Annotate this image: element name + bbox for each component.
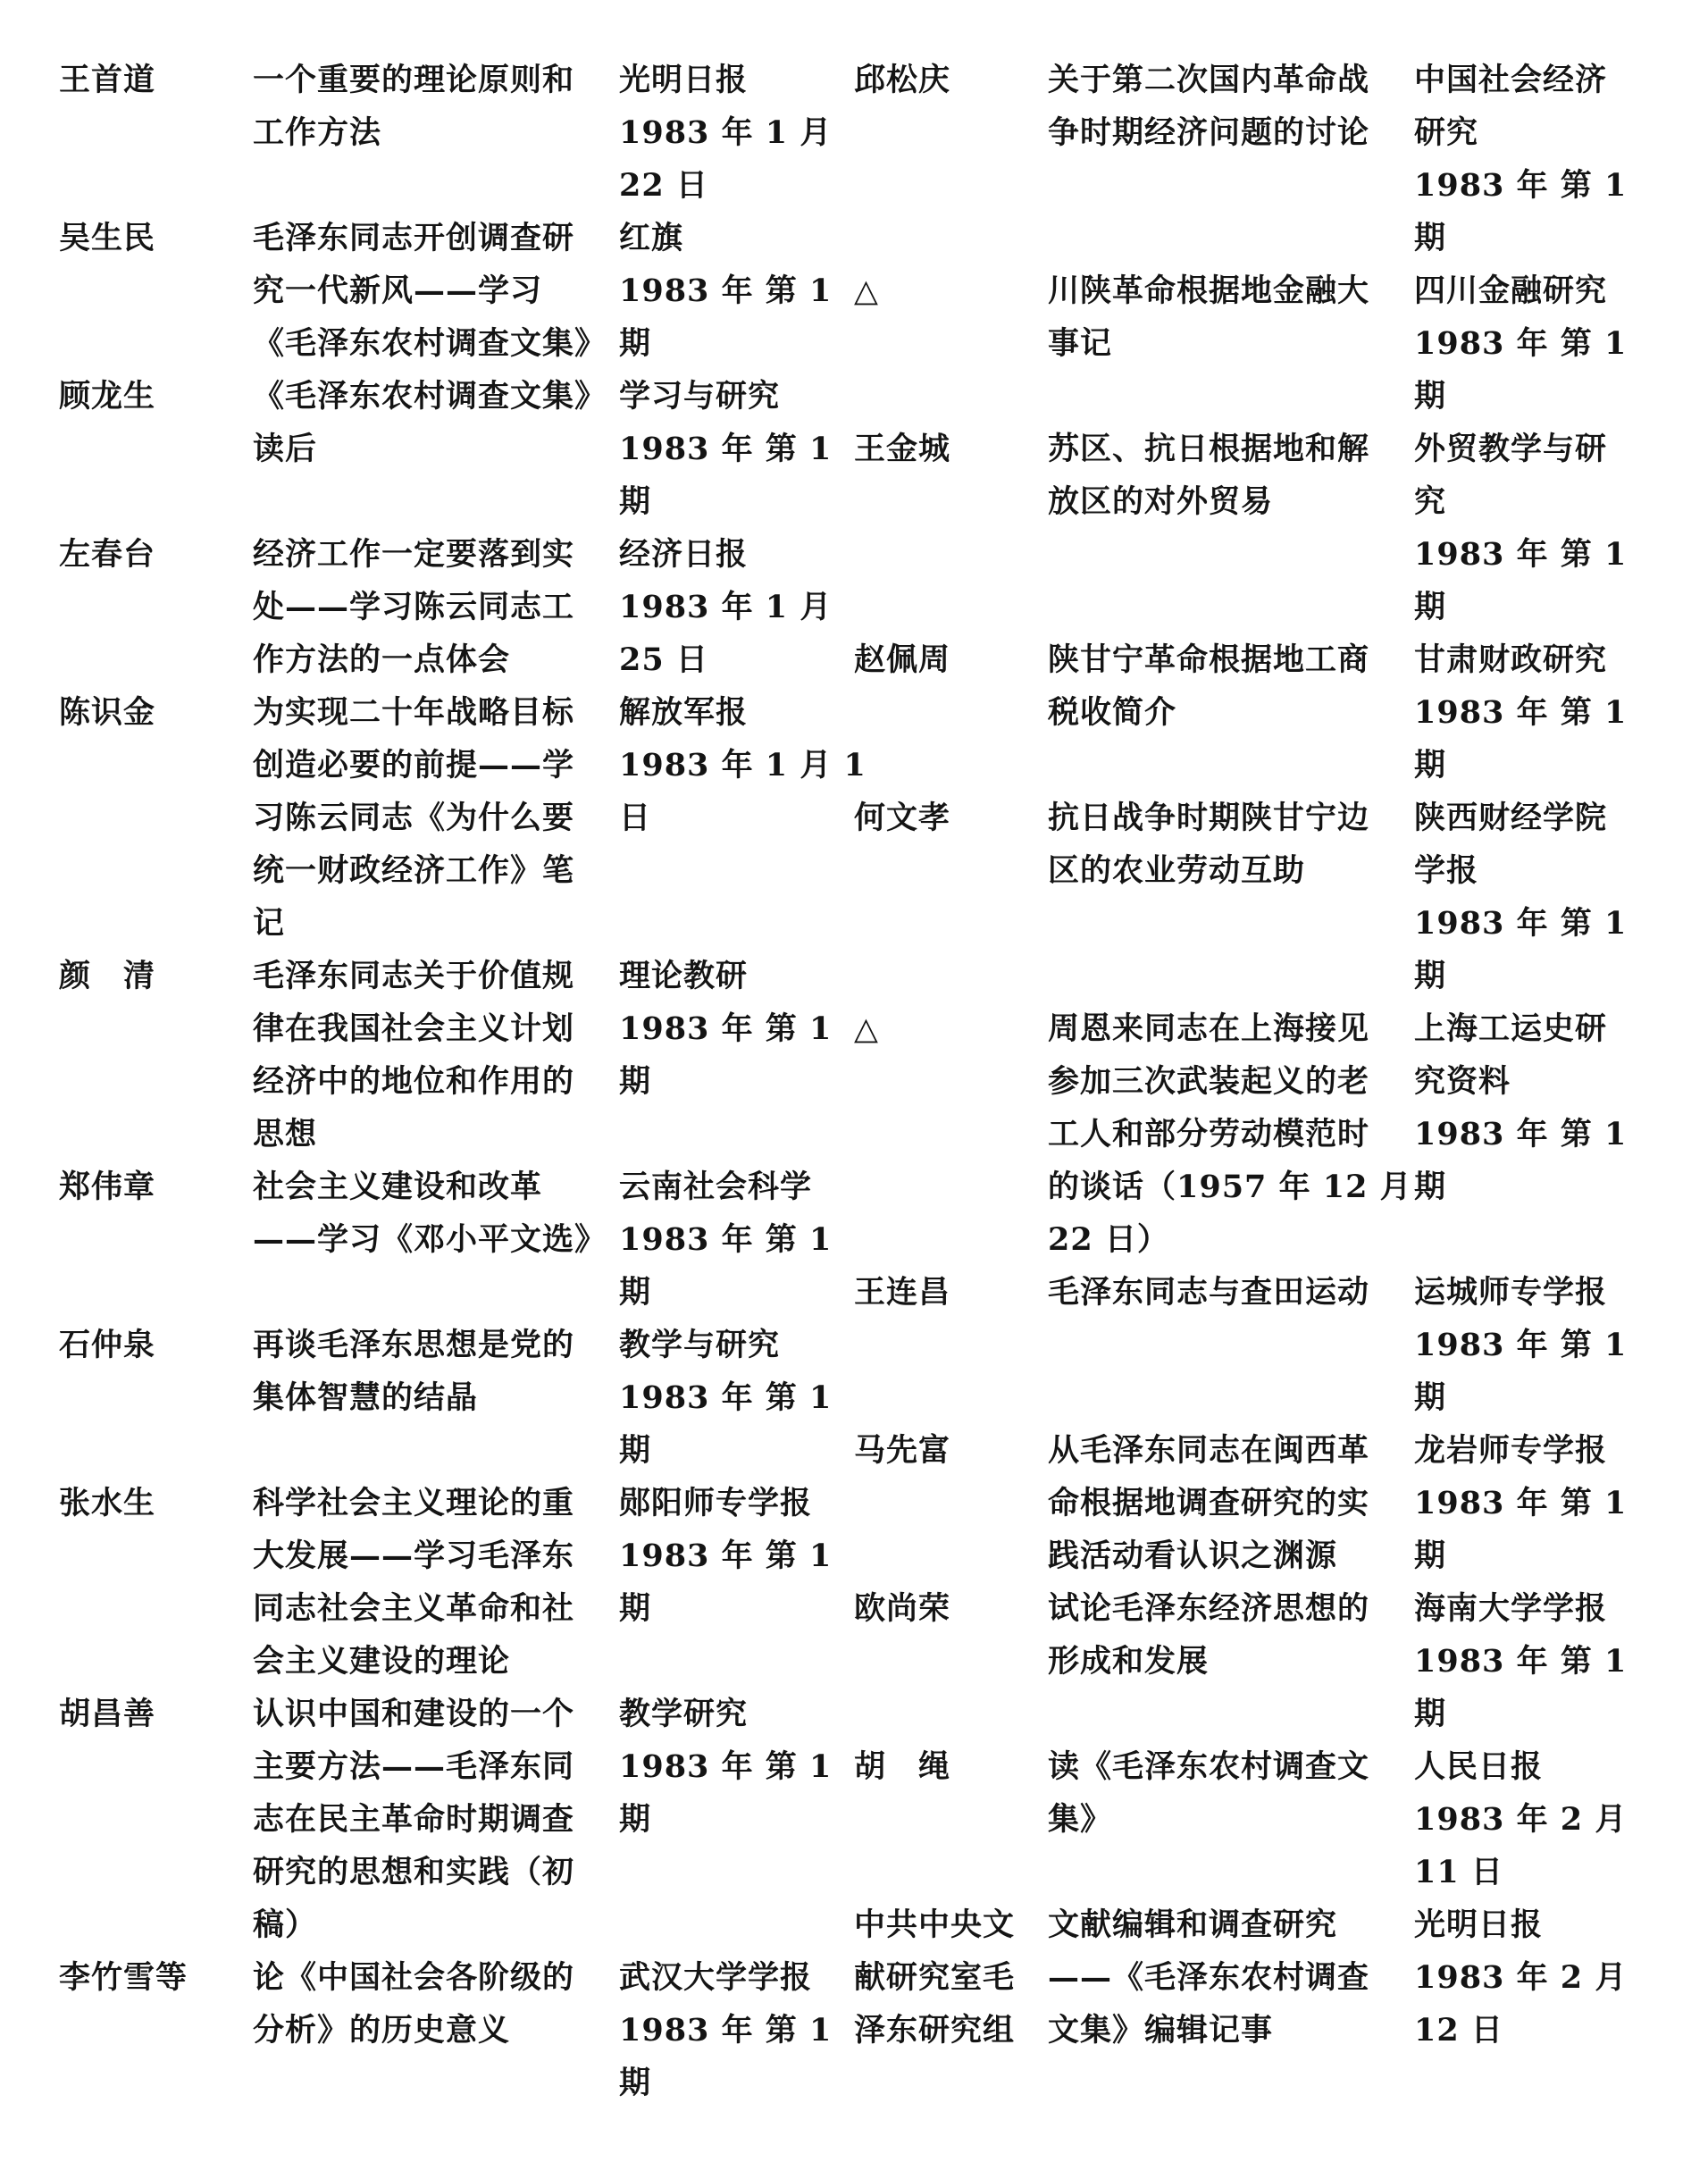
entry-source [1414,1898,1678,2057]
entry-title-line: 抗日战争时期陕甘宁边 [1048,800,1370,836]
entry-source-line: 教学研究 [619,1696,749,1732]
entry-source-line: 25 日 [619,641,708,678]
left-column [52,54,867,2109]
entry-source-line: 外贸教学与研 [1414,431,1608,467]
entry-source-line: 1983 年 第 1 [1414,1116,1628,1152]
entry-source-line: 甘肃财政研究 [1414,641,1608,678]
entry-author: 吴生民 [59,220,156,256]
entry-title [253,54,619,212]
entry-title-line: 参加三次武装起义的老 [1048,1063,1370,1100]
entry-source-line: 期 [1414,220,1447,256]
entry-author: 左春台 [59,536,156,573]
entry-source-line: 期 [1414,958,1447,994]
bibliography-entry [52,1161,847,1319]
entry-title-line: 毛泽东同志与查田运动 [1048,1274,1370,1311]
entry-title [253,1688,619,1951]
entry-title-line: ——学习《邓小平文选》 [253,1221,607,1258]
entry-source-line: 究资料 [1414,1063,1511,1100]
entry-title [1048,1002,1414,1266]
entry-source-line: 光明日报 [1414,1906,1544,1943]
entry-author: 郑伟章 [59,1169,156,1205]
entry-title-line: 践活动看认识之渊源 [1048,1538,1338,1574]
entry-source-line: 学习与研究 [619,378,781,415]
entry-author: △ [854,1010,879,1047]
entry-title-line: 再谈毛泽东思想是党的 [253,1327,575,1363]
entry-source-line: 红旗 [619,220,684,256]
entry-title-line: 关于第二次国内革命战 [1048,62,1370,98]
entry-title [253,1319,619,1477]
entry-source-line: 期 [619,1063,652,1100]
entry-title-line: 22 日） [1048,1221,1169,1258]
entry-source-line: 究 [1414,483,1447,520]
entry-source-line: 四川金融研究 [1414,272,1608,309]
entry-source-line: 1983 年 1 月 1 [619,747,867,784]
entry-source [1414,792,1678,1002]
entry-source-line: 1983 年 第 1 [619,272,833,309]
entry-title-line: 科学社会主义理论的重 [253,1485,575,1521]
entry-title [253,1951,619,2109]
bibliography-entry [847,792,1678,1002]
entry-source-line: 期 [1414,1169,1447,1205]
entry-source-line: 1983 年 第 1 [619,2012,833,2049]
entry-title [1048,423,1414,633]
entry-author-line: 泽东研究组 [854,2012,1016,2049]
entry-title-line: 毛泽东同志开创调查研 [253,220,575,256]
entry-source [619,212,847,370]
entry-title [1048,1898,1414,2057]
entry-source-line: 解放军报 [619,694,749,731]
bibliography-entry [847,54,1678,264]
entry-title [1048,792,1414,1002]
entry-author: 陈识金 [59,694,156,731]
bibliography-entry [847,1424,1678,1582]
entry-source-line: 研究 [1414,114,1479,151]
entry-source [1414,1266,1678,1424]
entry-title-line: 税收简介 [1048,694,1177,731]
entry-title-line: 读《毛泽东农村调查文 [1048,1748,1370,1785]
entry-source [619,1161,847,1319]
bibliography-entry [847,1002,1678,1266]
entry-source-line: 武汉大学学报 [619,1959,813,1996]
entry-title-line: 记 [253,905,286,942]
entry-source-line: 1983 年 第 1 [1414,1643,1628,1680]
entry-title-line: 会主义建设的理论 [253,1643,511,1680]
entry-title-line: 经济工作一定要落到实 [253,536,575,573]
entry-title-line: 习陈云同志《为什么要 [253,800,575,836]
entry-source-line: 1983 年 1 月 [619,589,833,625]
entry-title-line: 事记 [1048,325,1113,362]
entry-title-line: 《毛泽东农村调查文集》 [253,325,607,362]
entry-source-line: 云南社会科学 [619,1169,813,1205]
bibliography-entry [52,1951,847,2109]
bibliography-entry [847,1266,1678,1424]
entry-title-line: 命根据地调查研究的实 [1048,1485,1370,1521]
entry-title [253,370,619,528]
entry-title-line: 毛泽东同志关于价值规 [253,958,575,994]
entry-source-line: 1983 年 第 1 [1414,1327,1628,1363]
entry-source-line: 期 [619,2065,652,2101]
entry-source [619,54,847,212]
entry-source-line: 期 [619,1801,652,1838]
entry-title [253,950,619,1161]
entry-source [619,950,847,1161]
entry-title-line: 的谈话（1957 年 12 月 [1048,1169,1412,1205]
entry-title-line: 集体智慧的结晶 [253,1379,479,1416]
entry-title-line: 究一代新风——学习 [253,272,543,309]
entry-title-line: 集》 [1048,1801,1113,1838]
entry-source-line: 1983 年 第 1 [619,1748,833,1785]
entry-author: 王金城 [854,431,951,467]
entry-title [1048,54,1414,264]
entry-title-line: 创造必要的前提——学 [253,747,575,784]
entry-source-line: 1983 年 2 月 [1414,1959,1628,1996]
entry-author: 马先富 [854,1432,951,1469]
entry-title [253,686,619,950]
entry-title-line: ——《毛泽东农村调查 [1048,1959,1370,1996]
entry-title [1048,633,1414,792]
entry-title-line: 苏区、抗日根据地和解 [1048,431,1370,467]
bibliography-entry [52,1319,847,1477]
entry-title-line: 稿） [253,1906,318,1943]
entry-title-line: 研究的思想和实践（初 [253,1854,575,1890]
entry-source [1414,423,1678,633]
bibliography-entry [52,54,847,212]
bibliography-entry [52,528,847,686]
entry-source [1414,633,1678,792]
entry-source [619,1688,847,1951]
entry-author-line: 献研究室毛 [854,1959,1016,1996]
entry-source-line: 期 [619,325,652,362]
bibliography-entry [847,423,1678,633]
entry-source [1414,54,1678,264]
entry-source-line: 1983 年 第 1 [619,1379,833,1416]
bibliography-entry [52,212,847,370]
entry-source-line: 1983 年 第 1 [619,1538,833,1574]
entry-title-line: 工人和部分劳动模范时 [1048,1116,1370,1152]
entry-source [1414,1740,1678,1898]
entry-source [619,528,847,686]
entry-source [1414,1582,1678,1740]
entry-source [1414,264,1678,423]
entry-title-line: 川陕革命根据地金融大 [1048,272,1370,309]
entry-title [1048,264,1414,423]
entry-title [253,1161,619,1319]
entry-title-line: 主要方法——毛泽东同 [253,1748,575,1785]
entry-source-line: 运城师专学报 [1414,1274,1608,1311]
entry-source-line: 22 日 [619,167,708,204]
entry-title-line: 认识中国和建设的一个 [253,1696,575,1732]
entry-source-line: 1983 年 第 1 [619,1010,833,1047]
entry-source-line: 理论教研 [619,958,749,994]
entry-source-line: 1983 年 第 1 [1414,325,1628,362]
entry-author: △ [854,272,879,309]
entry-title-line: 分析》的历史意义 [253,2012,511,2049]
entry-source-line: 11 日 [1414,1854,1503,1890]
entry-title-line: 从毛泽东同志在闽西革 [1048,1432,1370,1469]
entry-source-line: 1983 年 第 1 [619,1221,833,1258]
entry-source [1414,1002,1678,1266]
entry-title [1048,1424,1414,1582]
entry-title-line: 文献编辑和调查研究 [1048,1906,1338,1943]
entry-title-line: 作方法的一点体会 [253,641,511,678]
entry-author: 李竹雪等 [59,1959,188,1996]
entry-source-line: 期 [1414,378,1447,415]
bibliography-entry [52,686,867,950]
entry-source-line: 上海工运史研 [1414,1010,1608,1047]
entry-author: 胡昌善 [59,1696,156,1732]
entry-title-line: 工作方法 [253,114,382,151]
entry-source-line: 1983 年 第 1 [1414,536,1628,573]
entry-author: 邱松庆 [854,62,951,98]
entry-title-line: 放区的对外贸易 [1048,483,1274,520]
right-column [847,54,1678,2057]
entry-author: 欧尚荣 [854,1590,951,1627]
entry-source-line: 1983 年 第 1 [1414,694,1628,731]
entry-source-line: 人民日报 [1414,1748,1544,1785]
entry-author-line: 中共中央文 [854,1906,1016,1943]
entry-source-line: 郧阳师专学报 [619,1485,813,1521]
bibliography-entry [52,1688,847,1951]
entry-source-line: 1983 年 第 1 [1414,905,1628,942]
entry-author: 王首道 [59,62,156,98]
entry-title-line: 思想 [253,1116,318,1152]
bibliography-entry [847,1740,1678,1898]
entry-author [847,1898,1048,2057]
entry-title-line: 形成和发展 [1048,1643,1210,1680]
entry-source-line: 12 日 [1414,2012,1503,2049]
entry-title-line: 读后 [253,431,318,467]
entry-title-line: 陕甘宁革命根据地工商 [1048,641,1370,678]
entry-source-line: 光明日报 [619,62,749,98]
bibliography-entry [52,370,847,528]
entry-author: 张水生 [59,1485,156,1521]
entry-source [619,1319,847,1477]
entry-title [253,212,619,370]
entry-source-line: 期 [1414,747,1447,784]
entry-title [1048,1266,1414,1424]
entry-source [619,370,847,528]
entry-author: 顾龙生 [59,378,156,415]
entry-title-line: 社会主义建设和改革 [253,1169,543,1205]
entry-title-line: 志在民主革命时期调查 [253,1801,575,1838]
entry-source-line: 期 [1414,1696,1447,1732]
entry-source-line: 期 [1414,1379,1447,1416]
entry-source-line: 期 [619,1432,652,1469]
entry-title-line: 大发展——学习毛泽东 [253,1538,575,1574]
entry-source-line: 期 [619,1274,652,1311]
entry-source-line: 1983 年 第 1 [619,431,833,467]
bibliography-entry [52,1477,847,1688]
entry-title [253,1477,619,1688]
entry-source-line: 期 [619,483,652,520]
entry-title-line: 试论毛泽东经济思想的 [1048,1590,1370,1627]
entry-source-line: 期 [1414,1538,1447,1574]
bibliography-entry [847,1582,1678,1740]
entry-source-line: 海南大学学报 [1414,1590,1608,1627]
entry-source-line: 期 [619,1590,652,1627]
entry-source-line: 学报 [1414,852,1479,889]
entry-source-line: 陕西财经学院 [1414,800,1608,836]
entry-title-line: 论《中国社会各阶级的 [253,1959,575,1996]
entry-title [1048,1582,1414,1740]
entry-title-line: 处——学习陈云同志工 [253,589,575,625]
bibliography-entry [52,950,847,1161]
entry-author: 赵佩周 [854,641,951,678]
entry-source-line: 期 [1414,589,1447,625]
entry-source-line: 教学与研究 [619,1327,781,1363]
entry-source [619,1477,847,1688]
entry-source-line: 中国社会经济 [1414,62,1608,98]
entry-title [253,528,619,686]
entry-source-line: 龙岩师专学报 [1414,1432,1608,1469]
entry-source [1414,1424,1678,1582]
bibliography-entry [847,264,1678,423]
entry-source-line: 经济日报 [619,536,749,573]
entry-title [1048,1740,1414,1898]
bibliography-entry [847,633,1678,792]
entry-author: 石仲泉 [59,1327,156,1363]
entry-author: 王连昌 [854,1274,951,1311]
entry-title-line: 律在我国社会主义计划 [253,1010,575,1047]
entry-source-line: 1983 年 2 月 [1414,1801,1628,1838]
entry-title-line: 周恩来同志在上海接见 [1048,1010,1370,1047]
entry-title-line: 为实现二十年战略目标 [253,694,575,731]
entry-author: 胡 绳 [854,1748,951,1785]
entry-source-line: 1983 年 第 1 [1414,167,1628,204]
entry-author: 颜 清 [59,958,156,994]
entry-author: 何文孝 [854,800,951,836]
entry-title-line: 文集》编辑记事 [1048,2012,1274,2049]
entry-source [619,686,867,950]
entry-title-line: 争时期经济问题的讨论 [1048,114,1370,151]
entry-title-line: 区的农业劳动互助 [1048,852,1306,889]
entry-title-line: 同志社会主义革命和社 [253,1590,575,1627]
entry-title-line: 经济中的地位和作用的 [253,1063,575,1100]
entry-source [619,1951,847,2109]
entry-title-line: 一个重要的理论原则和 [253,62,575,98]
entry-title-line: 《毛泽东农村调查文集》 [253,378,607,415]
entry-source-line: 日 [619,800,652,836]
entry-source-line: 1983 年 第 1 [1414,1485,1628,1521]
bibliography-entry [847,1898,1678,2057]
entry-title-line: 统一财政经济工作》笔 [253,852,575,889]
entry-source-line: 1983 年 1 月 [619,114,833,151]
